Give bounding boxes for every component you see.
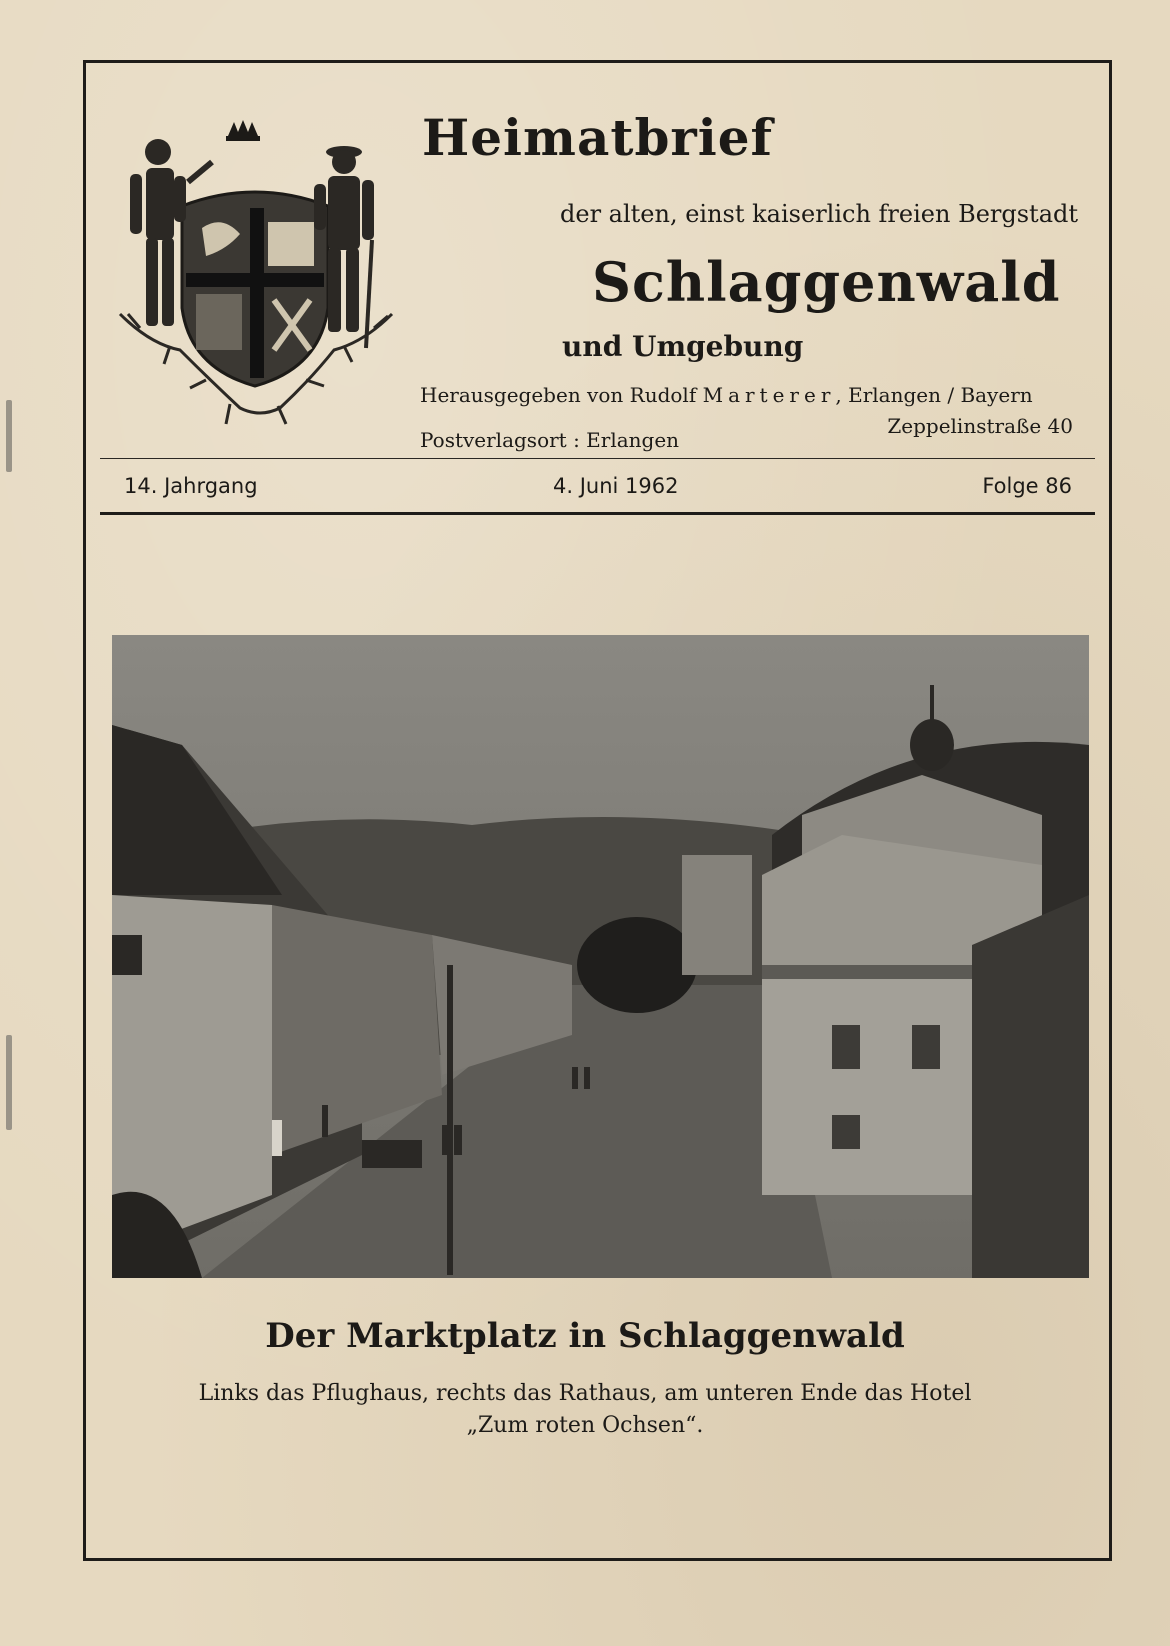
publisher-name: Marterer (702, 383, 836, 407)
publisher-suffix: , Erlangen / Bayern (835, 383, 1033, 407)
issue-date: 4. Juni 1962 (553, 474, 679, 498)
crown-icon (226, 120, 260, 141)
photo-caption-text (160, 1378, 1010, 1442)
staple-bottom (6, 1035, 12, 1130)
publisher-prefix: Herausgegeben von Rudolf (420, 383, 697, 407)
photo-caption-title: Der Marktplatz in Schlaggenwald (265, 1316, 905, 1356)
header-divider (100, 458, 1095, 459)
shield-icon (182, 192, 328, 386)
newsletter-title: Heimatbrief (422, 108, 774, 167)
issue-number: Folge 86 (982, 474, 1072, 498)
region-label: und Umgebung (562, 330, 804, 363)
volume-label: 14. Jahrgang (124, 474, 258, 498)
publisher-street: Zeppelinstraße 40 (887, 414, 1073, 438)
publisher-line (420, 383, 1033, 407)
issue-info-row (100, 474, 1095, 504)
town-name: Schlaggenwald (592, 250, 1061, 314)
newsletter-subtitle: der alten, einst kaiserlich freien Bergstadt (560, 200, 1079, 228)
staple-top (6, 400, 12, 472)
market-square-photo (112, 635, 1089, 1278)
caption-line-1: Links das Pflughaus, rechts das Rathaus, am unteren Ende das Hotel (198, 1381, 972, 1406)
postal-location: Postverlagsort : Erlangen (420, 428, 680, 452)
caption-line-2: „Zum roten Ochsen“. (466, 1413, 704, 1438)
coat-of-arms-illustration (110, 118, 400, 434)
issue-divider (100, 512, 1095, 515)
